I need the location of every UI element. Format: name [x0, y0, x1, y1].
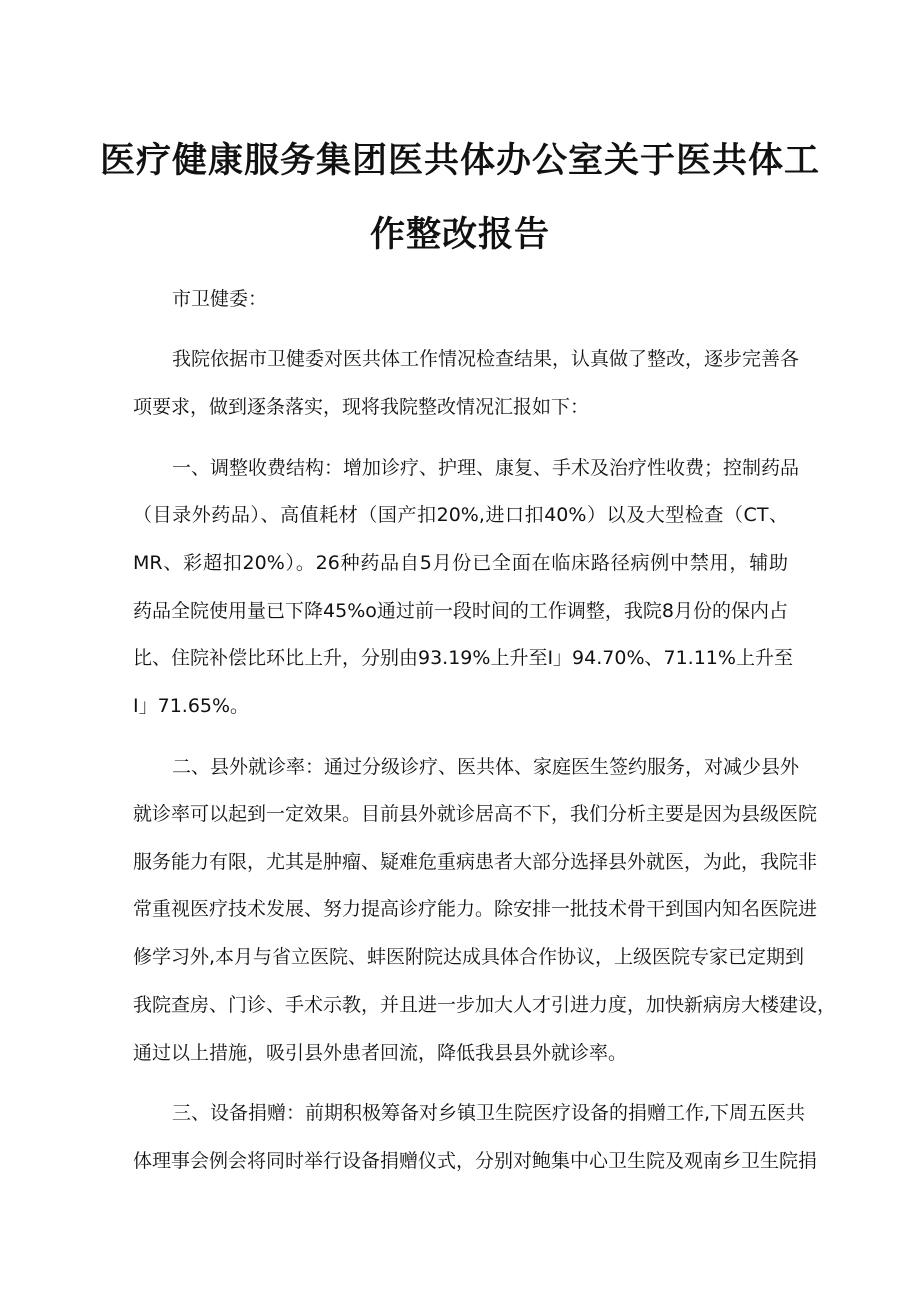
document-title-line-2: 作整改报告: [369, 215, 550, 255]
section1-line: 比、住院补偿比环比上升，分别由93.19%上升至I」94.70%、71.11%上升至: [133, 647, 793, 669]
section2-line: 我院查房、门诊、手术示教，并且进一步加大人才引进力度，加快新病房大楼建设，: [133, 994, 837, 1016]
section2-line: 修学习外,本月与省立医院、蚌医附院达成具体合作协议，上级医院专家已定期到: [133, 946, 805, 968]
section2-line: 通过以上措施，吸引县外患者回流，降低我县县外就诊率。: [133, 1042, 628, 1064]
section2-line: 常重视医疗技术发展、努力提高诊疗能力。除安排一批技术骨干到国内知名医院进: [133, 898, 818, 920]
intro-line: 我院依据市卫健委对医共体工作情况检查结果，认真做了整改，逐步完善各: [172, 348, 800, 370]
section3-line: 三、设备捐赠：前期积极筹备对乡镇卫生院医疗设备的捐赠工作,下周五医共: [172, 1102, 806, 1124]
document-title-line-1: 医疗健康服务集团医共体办公室关于医共体工: [99, 141, 820, 181]
section1-line: （目录外药品）、高值耗材（国产扣20%,进口扣40%）以及大型检查（CT、: [133, 504, 788, 526]
section3-line: 体理事会例会将同时举行设备捐赠仪式，分别对鲍集中心卫生院及观南乡卫生院捐: [133, 1150, 818, 1172]
section2-line: 就诊率可以起到一定效果。目前县外就诊居高不下，我们分析主要是因为县级医院: [133, 803, 818, 825]
section1-line: 一、调整收费结构：增加诊疗、护理、康复、手术及治疗性收费；控制药品: [172, 457, 800, 479]
section2-line: 服务能力有限，尤其是肿瘤、疑难危重病患者大部分选择县外就医，为此，我院非: [133, 851, 818, 873]
section2-line: 二、县外就诊率：通过分级诊疗、医共体、家庭医生签约服务，对减少县外: [172, 756, 800, 778]
section1-line: MR、彩超扣20%）。26种药品自5月份已全面在临床路径病例中禁用，辅助: [133, 552, 788, 574]
section1-line: 药品全院使用量已下降45%o通过前一段时间的工作调整，我院8月份的保内占: [133, 600, 788, 622]
salutation: 市卫健委：: [172, 288, 268, 310]
intro-line: 项要求，做到逐条落实，现将我院整改情况汇报如下：: [133, 396, 590, 418]
section1-line: I」71.65%。: [133, 695, 250, 717]
